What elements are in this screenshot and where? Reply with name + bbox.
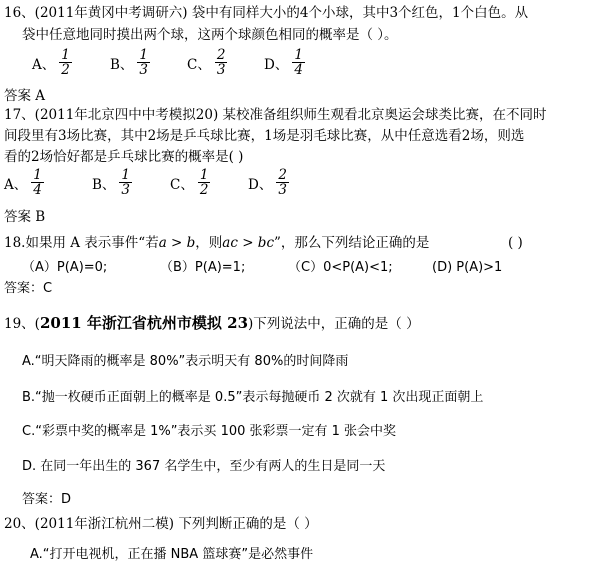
option-label: C、: [170, 176, 194, 193]
q16-option-d: [264, 48, 305, 77]
fraction: $\frac{1}{4}$: [33, 167, 42, 198]
q19-stem: [4, 314, 420, 333]
q17-line1: 17、(2011年北京四中中考模拟20) 某校准备组织师生观看北京奥运会球类比赛，在不同时: [4, 107, 547, 123]
q18-answer: 答案：C: [4, 281, 53, 296]
q16-answer: 答案 A: [4, 88, 46, 104]
option-label: D、: [264, 56, 289, 73]
q17-option-c: [170, 168, 210, 197]
fraction: $\frac{1}{4}$: [294, 47, 303, 78]
q18-option-d: (D) P(A)>1: [432, 260, 503, 275]
q18-condition-1: a > b: [158, 235, 196, 251]
q19-option-b: B.“抛一枚硬币正面朝上的概率是 0.5”表示每抛硬币 2 次就有 1 次出现正面朝上: [22, 390, 484, 405]
q16-option-b: [110, 48, 150, 77]
fraction: $\frac{1}{2}$: [199, 167, 209, 198]
q17-option-a: [4, 168, 44, 197]
q17-option-d: [248, 168, 289, 197]
q18-paren: ( ): [508, 235, 523, 251]
q18-option-b: （B）P(A)=1;: [160, 260, 246, 275]
q19-answer: 答案：D: [22, 492, 72, 507]
q19-prefix: 19、(: [4, 316, 40, 332]
option-label: A、: [4, 176, 28, 193]
q19-option-d: D. 在同一年出生的 367 名学生中，至少有两人的生日是同一天: [22, 459, 386, 474]
q18-stem: [4, 234, 429, 252]
q20-option-a: A.“打开电视机，正在播 NBA 篮球赛”是必然事件: [30, 547, 314, 562]
q18-mid: ，则: [195, 235, 223, 251]
q18-prefix: 18.如果用 A 表示事件“若: [4, 235, 159, 251]
fraction: $\frac{1}{3}$: [139, 47, 149, 78]
q16-option-c: [187, 48, 227, 77]
q17-answer: 答案 B: [4, 209, 46, 225]
option-label: C、: [187, 56, 211, 73]
q16-line1: 16、(2011年黄冈中考调研六) 袋中有同样大小的4个小球，其中3个红色，1个白色。从: [4, 5, 529, 21]
q17-line3: 看的2场恰好都是乒乓球比赛的概率是( ): [4, 149, 244, 165]
q17-line2: 间段里有3场比赛，其中2场是乒乓球比赛，1场是羽毛球比赛，从中任意选看2场，则选: [4, 128, 525, 144]
q20-line1: 20、(2011年浙江杭州二模) 下列判断正确的是（ ）: [4, 516, 318, 532]
q19-option-a: A.“明天降雨的概率是 80%”表示明天有 80%的时间降雨: [22, 354, 349, 369]
q19-suffix: )下列说法中，正确的是（ ）: [248, 316, 420, 332]
q19-source: 2011 年浙江省杭州市模拟 23: [39, 314, 249, 332]
q16-line2: 袋中任意地同时摸出两个球，这两个球颜色相同的概率是（ ）。: [22, 27, 398, 43]
q16-option-a: [32, 48, 72, 77]
q18-condition-2: ac > bc: [222, 235, 275, 251]
fraction: $\frac{1}{2}$: [61, 47, 70, 78]
q17-option-b: [92, 168, 132, 197]
fraction: $\frac{2}{3}$: [278, 167, 287, 198]
q19-option-c: C.“彩票中奖的概率是 1%”表示买 100 张彩票一定有 1 张会中奖: [22, 424, 397, 439]
option-label: D、: [248, 176, 273, 193]
option-label: B、: [110, 56, 134, 73]
fraction: $\frac{1}{3}$: [121, 167, 131, 198]
q18-option-c: （C）0<P(A)<1;: [288, 260, 393, 275]
option-label: A、: [32, 56, 56, 73]
option-label: B、: [92, 176, 116, 193]
fraction: $\frac{2}{3}$: [216, 47, 226, 78]
q18-option-a: （A）P(A)=0;: [22, 260, 108, 275]
q18-suffix: ”，那么下列结论正确的是: [274, 235, 430, 251]
